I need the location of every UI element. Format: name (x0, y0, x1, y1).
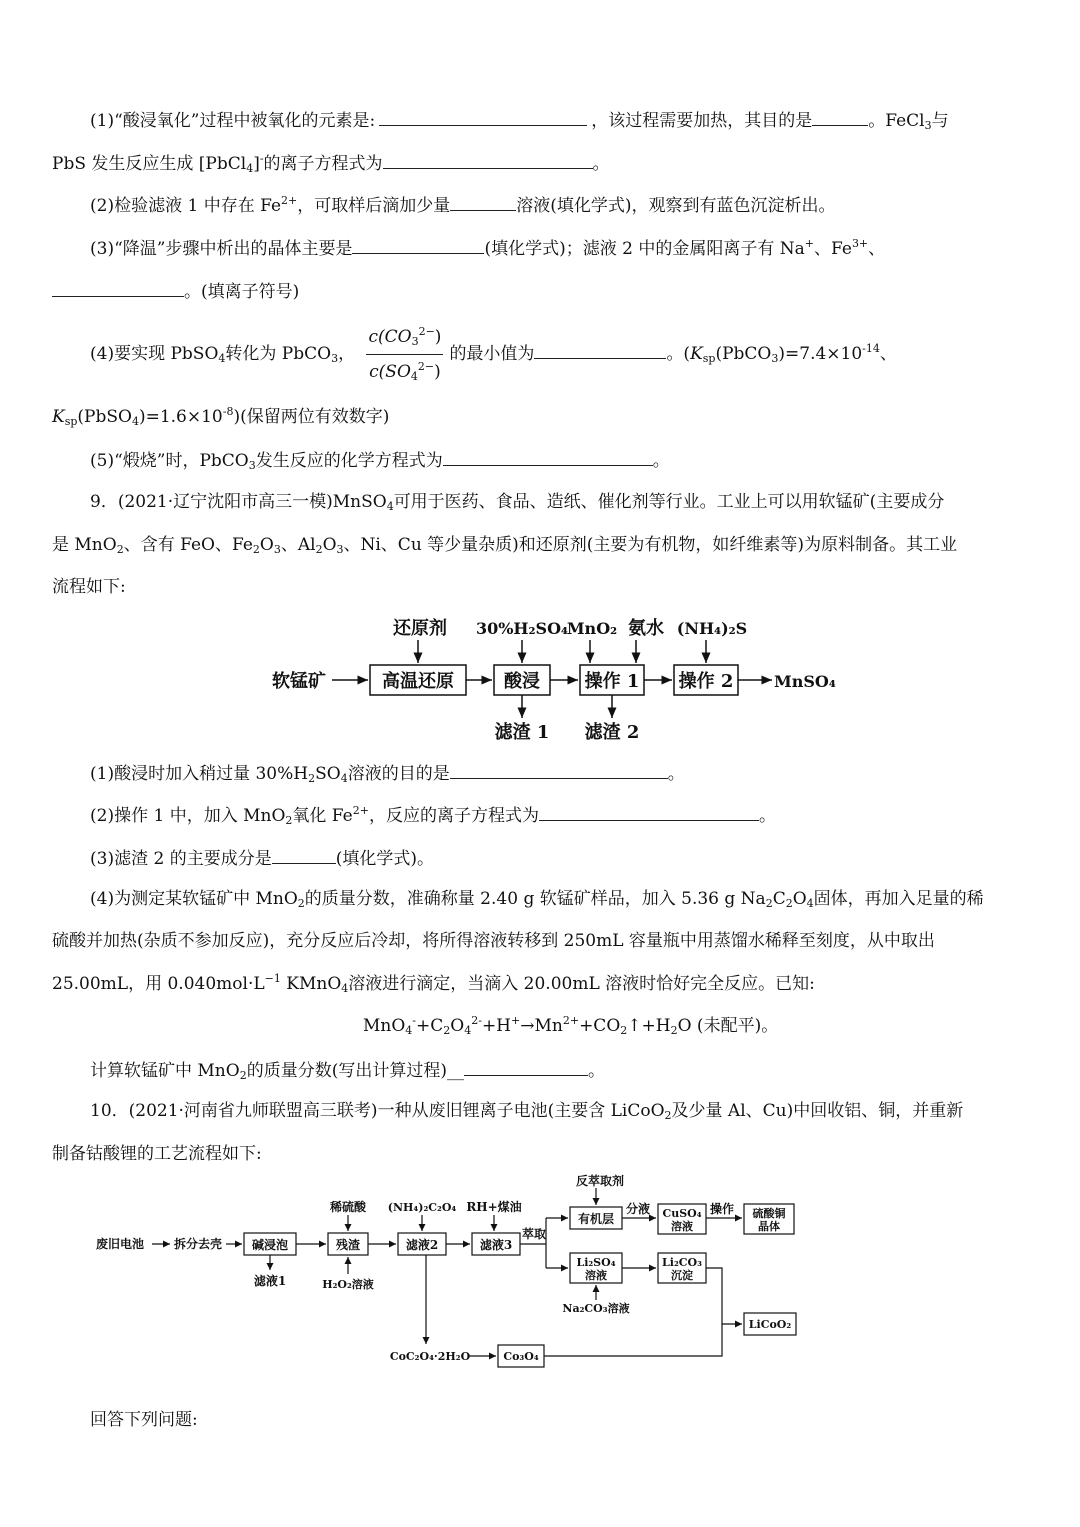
text: 2- (471, 1014, 482, 1027)
text: (PbSO (77, 407, 132, 427)
text: -8 (222, 405, 234, 418)
text: K (52, 407, 65, 427)
q9-part4-line1 (90, 887, 984, 911)
answer-blank[interactable] (464, 1057, 588, 1076)
text: c(SO (369, 362, 411, 382)
answer-blank[interactable] (812, 107, 868, 126)
text: O (322, 535, 337, 555)
text: 3 (273, 543, 281, 556)
text: 2− (418, 325, 435, 338)
box4-label: 操作 2 (678, 671, 734, 692)
output1-label: 滤渣 1 (494, 722, 550, 743)
ammonium-oxalate-label: (NH₄)₂C₂O₄ (387, 1201, 457, 1214)
text: →Mn (520, 1016, 563, 1036)
answer-blank[interactable] (272, 845, 336, 864)
licoo2-label: LiCoO₂ (748, 1318, 792, 1331)
cuso4-label: CuSO₄ (662, 1207, 702, 1220)
input5-label: (NH₄)₂S (676, 619, 748, 638)
text: 流程如下: (52, 577, 126, 597)
q9-calc (90, 1057, 605, 1083)
text: ， (338, 344, 356, 364)
text: 4 (405, 1024, 413, 1037)
text: +H (481, 1016, 512, 1036)
text: 3 (924, 119, 932, 132)
dilute-acid-label: 稀硫酸 (329, 1200, 367, 1214)
text: 3 (771, 352, 779, 365)
q8-part1-line1 (90, 107, 949, 133)
answer-blank[interactable] (383, 150, 593, 169)
q9-part4-line2 (52, 929, 935, 953)
text: 、Ni、Cu 等少量杂质)和还原剂(主要为有机物，如纤维素等)为原料制备。其工业 (343, 535, 958, 555)
text: 4 (806, 897, 814, 910)
text: 2 (285, 814, 293, 827)
text: )=7.4×10 (778, 344, 863, 364)
na2co3-label: Na₂CO₃溶液 (562, 1302, 630, 1315)
q9-part2 (90, 802, 776, 828)
q8-part1-line2 (52, 150, 610, 176)
text: (3)滤渣 2 的主要成分是 (90, 849, 272, 869)
back-extractant-label: 反萃取剂 (575, 1174, 625, 1188)
text: 。 (652, 451, 670, 471)
text: sp (702, 352, 716, 365)
crystal-label: 硫酸铜 (752, 1207, 786, 1220)
flow-arrow (706, 1268, 742, 1324)
text: C (772, 889, 786, 909)
text: 、Al (280, 535, 316, 555)
text: +C (416, 1016, 444, 1036)
input1-label: 还原剂 (393, 618, 447, 639)
h2o2-label: H₂O₂溶液 (322, 1278, 374, 1291)
text: 氧化 Fe (292, 806, 353, 826)
text: 4 (218, 352, 226, 365)
text: -14 (862, 342, 880, 355)
text: 制备钴酸锂的工艺流程如下: (52, 1144, 262, 1164)
q9-intro-line2 (52, 533, 957, 557)
text: ，该过程需要加热，其目的是 (591, 111, 813, 131)
text: 9．(2021·辽宁沈阳市高三一模)MnSO (90, 492, 387, 512)
text: 。 (667, 764, 685, 784)
input2-label: 30%H₂SO₄ (475, 619, 569, 638)
text: ↑+H (627, 1016, 671, 1036)
text: 2 (664, 1109, 672, 1122)
filtrate2-label: 滤液2 (405, 1238, 439, 1252)
q10-flowchart (90, 1170, 810, 1375)
text: 2 (308, 772, 316, 785)
product-label: MnSO₄ (774, 672, 836, 691)
text: [PbCl (198, 154, 247, 174)
text: ，反应的离子方程式为 (368, 806, 539, 826)
li2so4-solution-label: 溶液 (585, 1269, 607, 1282)
text: 2 (252, 543, 260, 556)
step-label: 拆分去壳 (174, 1237, 223, 1251)
text: )=1.6×10 (138, 407, 223, 427)
text: 溶液的目的是 (347, 764, 450, 784)
text: O (450, 1016, 465, 1036)
start-label: 软锰矿 (272, 671, 326, 692)
text: 2 (297, 897, 305, 910)
co3o4-label: Co₃O₄ (503, 1350, 539, 1363)
text: 。(填离子符号) (184, 282, 300, 302)
text: 2 (785, 897, 793, 910)
concentration-ratio (366, 322, 443, 387)
answer-blank[interactable] (443, 447, 653, 466)
text: - (259, 152, 264, 165)
text: K (690, 344, 703, 364)
text: O (259, 535, 274, 555)
text: 是 MnO (52, 535, 117, 555)
answer-blank[interactable] (450, 760, 668, 779)
text: 回答下列问题: (90, 1410, 198, 1430)
box3-label: 操作 1 (584, 671, 640, 692)
li2so4-label: Li₂SO₄ (576, 1256, 616, 1269)
text: (2)操作 1 中，加入 MnO (90, 806, 286, 826)
text: (1)“酸浸氧化”过程中被氧化的元素是: (90, 111, 376, 131)
q10-intro-line2 (52, 1142, 262, 1166)
text: 3 (336, 543, 344, 556)
text: 4 (246, 162, 254, 175)
box2-label: 酸浸 (504, 671, 540, 692)
q8-part3-line1 (90, 235, 885, 261)
text: (2)检验滤液 1 中存在 Fe (90, 196, 282, 216)
q8-part3-line2 (52, 278, 299, 304)
organic-label: 有机层 (577, 1212, 615, 1226)
flow-line (544, 1324, 722, 1356)
text: 计算软锰矿中 MnO (90, 1061, 240, 1081)
text: −1 (264, 972, 281, 985)
text: sp (64, 415, 78, 428)
text: 可用于医药、食品、造纸、催化剂等行业。工业上可以用软锰矿(主要成分 (393, 492, 945, 512)
q9-part1 (90, 760, 685, 786)
text: ] (253, 154, 260, 174)
text: 硫酸并加热(杂质不参加反应)，充分反应后冷却，将所得溶液转移到 250mL 容量瓶中用蒸馏水稀释至刻度，从中取出 (52, 931, 935, 951)
input3-label: MnO₂ (566, 619, 618, 638)
cobalt-oxalate-label: CoC₂O₄·2H₂O (389, 1350, 471, 1363)
q9-intro-line1 (90, 490, 944, 514)
text: 发生反应的化学方程式为 (255, 451, 443, 471)
q8-part2 (90, 192, 836, 218)
text: 2+ (281, 194, 298, 207)
q9-flowchart (260, 610, 860, 750)
text: 4 (464, 1024, 472, 1037)
q9-intro-line3 (52, 575, 126, 599)
text: 4 (131, 415, 139, 428)
text: 25.00mL，用 0.040mol·L (52, 974, 265, 994)
text: MnO (363, 1016, 406, 1036)
text: (填化学式)；滤液 2 中的金属阳离子有 Na (484, 239, 805, 259)
text: 2 (620, 1024, 628, 1037)
li2co3-precipitate-label: 沉淀 (671, 1269, 693, 1282)
text: O (792, 889, 807, 909)
text: 2+ (562, 1014, 580, 1027)
text: SO (315, 764, 341, 784)
text: 4 (341, 982, 349, 995)
answer-blank[interactable] (352, 235, 484, 254)
crystal-label-2: 晶体 (758, 1220, 780, 1233)
text: 2 (239, 1069, 247, 1082)
separate-label: 分液 (626, 1202, 651, 1216)
text: 的离子方程式为 (263, 154, 383, 174)
text: 固体，再加入足量的稀 (813, 889, 984, 909)
text: (1)酸浸时加入稍过量 30%H (90, 764, 309, 784)
text: (PbCO (715, 344, 772, 364)
q9-part4-line3 (52, 972, 815, 996)
text: + (511, 1014, 521, 1027)
text: ) (434, 327, 442, 347)
li2co3-label: Li₂CO₃ (662, 1256, 702, 1269)
answer-blank[interactable] (539, 802, 759, 821)
text: 3 (248, 459, 256, 472)
text: PbS 发生反应生成 (52, 154, 194, 174)
text: 3 (331, 352, 339, 365)
text: 溶液进行滴定，当滴入 20.00mL 溶液时恰好完全反应。已知: (348, 974, 815, 994)
text: 2 (765, 897, 773, 910)
text: (填化学式)。 (335, 849, 434, 869)
cuso4-solution-label: 溶液 (671, 1220, 693, 1233)
text: 、含有 FeO、Fe (123, 535, 253, 555)
start-label: 废旧电池 (96, 1237, 145, 1251)
text: 与 (931, 111, 949, 131)
text: (4)要实现 PbSO (90, 344, 219, 364)
text: 、 (868, 239, 886, 259)
operation-label: 操作 (710, 1202, 735, 1216)
text: 2 (443, 1024, 451, 1037)
text: ，可取样后滴加少量 (297, 196, 451, 216)
text: 4 (386, 500, 394, 513)
extract-label: 萃取 (522, 1227, 547, 1241)
text: 4 (340, 772, 348, 785)
text: 3 (411, 335, 419, 348)
box1-label: 高温还原 (382, 671, 454, 692)
ratio-denominator (366, 355, 443, 387)
text: 4 (410, 370, 418, 383)
text: 2 (670, 1024, 678, 1037)
text: ) (434, 362, 441, 382)
text: 。 (592, 154, 610, 174)
text: 10．(2021·河南省九师联盟高三联考)一种从废旧锂离子电池(主要含 LiCoO (90, 1101, 665, 1121)
text: 的质量分数(写出计算过程)__ (246, 1061, 464, 1081)
text: (3)“降温”步骤中析出的晶体主要是 (90, 239, 353, 259)
answer-blank[interactable] (52, 278, 184, 297)
text: 。FeCl (868, 111, 925, 131)
answer-blank[interactable] (534, 340, 666, 359)
residue-label: 残渣 (335, 1238, 361, 1252)
text: 。 (587, 1061, 605, 1081)
q8-part5 (90, 447, 670, 473)
q10-answer-prompt (90, 1408, 198, 1432)
filtrate1-label: 滤液1 (253, 1274, 287, 1288)
ratio-numerator (366, 322, 443, 355)
text: KMnO (286, 974, 342, 994)
text: 2 (315, 543, 323, 556)
rh-kerosene-label: RH+煤油 (466, 1200, 522, 1214)
q8-part4-line2 (52, 405, 389, 429)
text: 2− (417, 360, 435, 373)
text: 2+ (352, 804, 369, 817)
text: (4)为测定某软锰矿中 MnO (90, 889, 298, 909)
q9-reaction-equation (363, 1014, 778, 1038)
text: 转化为 PbCO (225, 344, 332, 364)
input4-label: 氨水 (628, 618, 664, 639)
text: +CO (579, 1016, 621, 1036)
output2-label: 滤渣 2 (584, 722, 640, 743)
text: O (未配平)。 (677, 1016, 779, 1036)
text: 3+ (851, 237, 869, 250)
text: 2 (116, 543, 124, 556)
text: c(CO (368, 327, 412, 347)
answer-blank[interactable] (450, 192, 516, 211)
q8-part4-line1 (90, 322, 897, 387)
answer-blank[interactable] (379, 107, 587, 126)
text: 。 (758, 806, 776, 826)
text: 的质量分数，准确称量 2.40 g 软锰矿样品，加入 5.36 g Na (304, 889, 766, 909)
text: 及少量 Al、Cu)中回收铝、铜，并重新 (671, 1101, 964, 1121)
q9-part3 (90, 845, 434, 871)
text: + (804, 237, 814, 250)
text: 。( (666, 344, 691, 364)
filtrate3-label: 滤液3 (479, 1238, 513, 1252)
text: - (412, 1014, 417, 1027)
q10-intro-line1 (90, 1099, 963, 1123)
text: 的最小值为 (449, 344, 535, 364)
text: 、 (879, 344, 897, 364)
text: 、Fe (814, 239, 852, 259)
alkali-label: 碱浸泡 (251, 1238, 289, 1252)
text: 溶液(填化学式)，观察到有蓝色沉淀析出。 (516, 196, 836, 216)
text: (5)“煅烧”时，PbCO (90, 451, 249, 471)
text: )(保留两位有效数字) (233, 407, 390, 427)
